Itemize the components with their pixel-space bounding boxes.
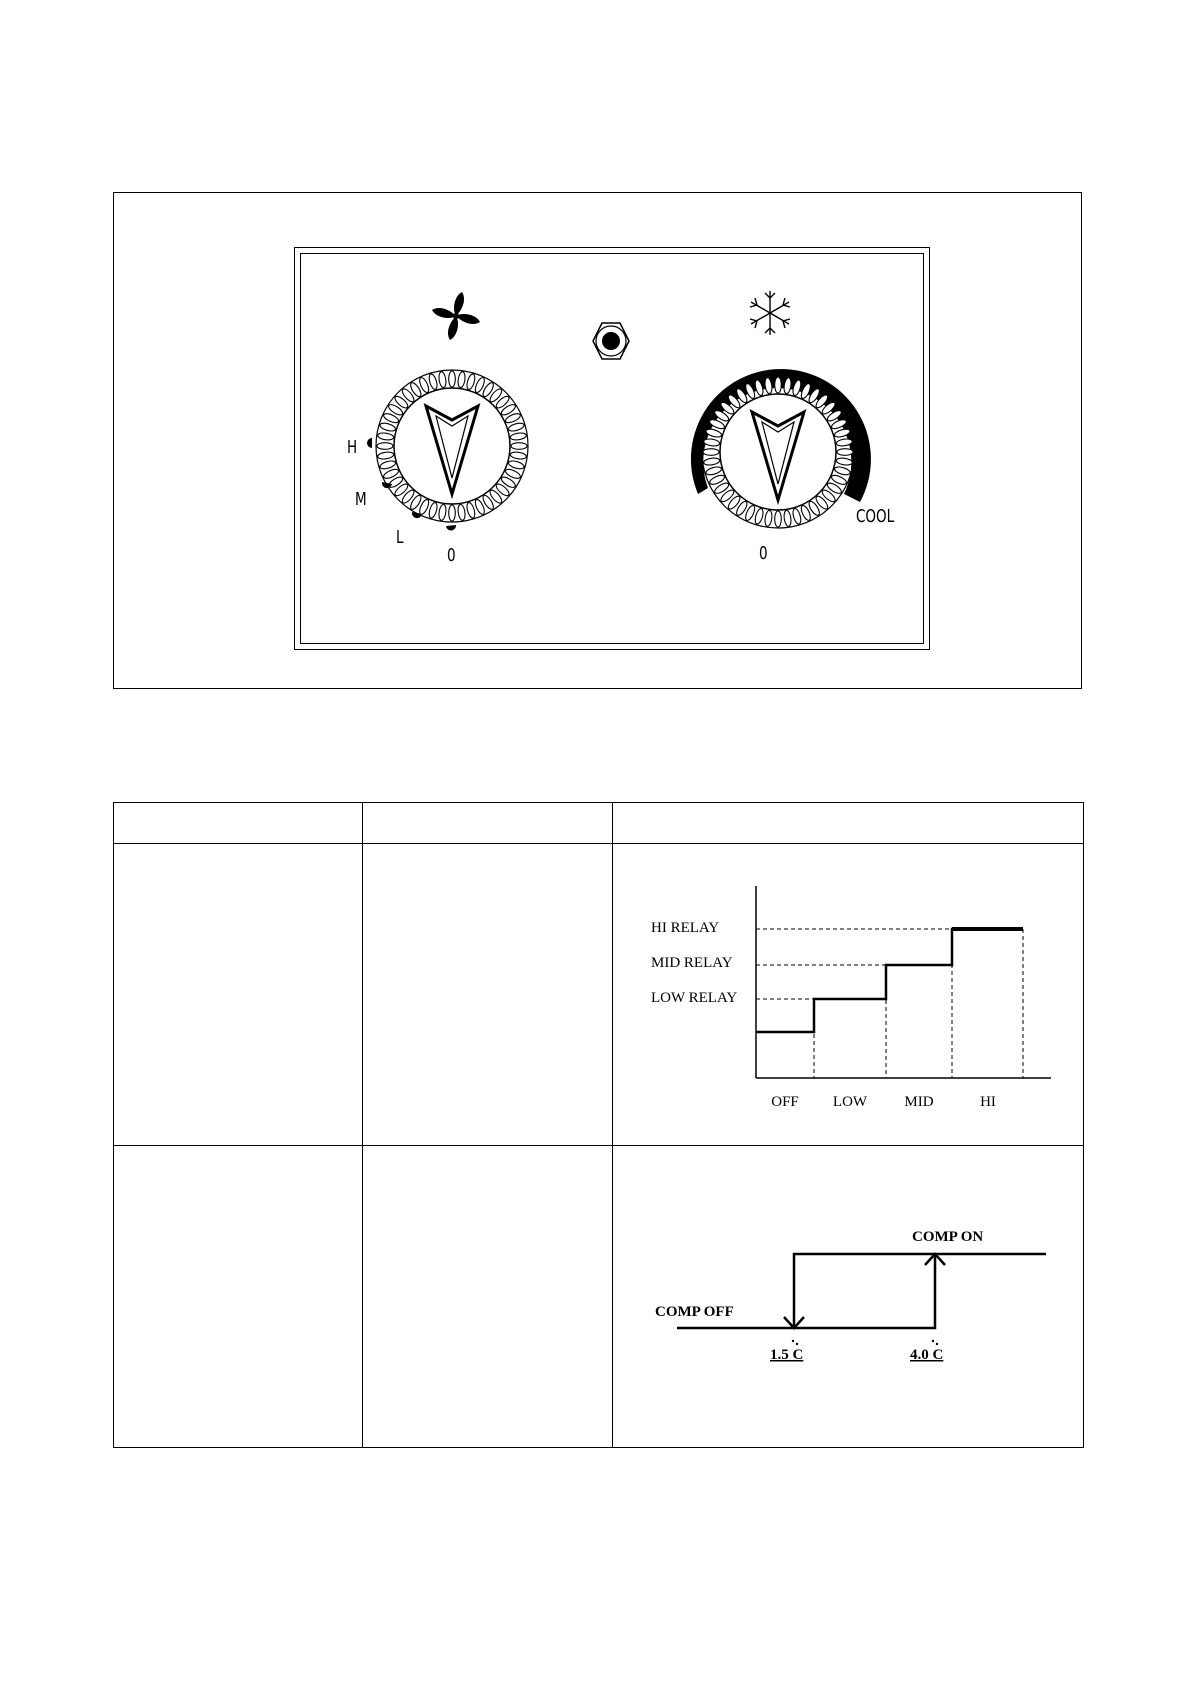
fan-label-medium: M [355,489,367,510]
knob-tooth [754,508,765,525]
position-label-hi: HI [980,1094,996,1110]
knob-tooth [510,451,527,460]
knob-tooth [764,510,773,527]
high-threshold-label: 4.0 C [910,1347,944,1363]
fan-position-marks [360,430,470,540]
knob-tooth [791,508,802,525]
knob-tooth [703,457,720,466]
table-header-row [114,803,1084,844]
knob-tooth [449,371,456,387]
knob-tooth [775,377,782,393]
comp-off-label: COMP OFF [655,1304,734,1320]
fan-label-high: H [347,437,358,458]
knob-tooth [511,443,527,450]
fan-relay-chart-cell [613,844,1084,1146]
knob-tooth [703,438,720,447]
compressor-hysteresis-chart [613,1146,1084,1446]
knob-tooth [428,373,439,390]
table-cell [363,844,613,1146]
snowflake-icon [745,288,795,338]
knob-tooth [508,422,525,433]
thermostat-knob[interactable] [678,352,878,552]
knob-tooth [836,457,853,466]
compressor-chart-cell [613,1146,1084,1448]
low-relay-label: LOW RELAY [651,990,738,1006]
comp-on-label: COMP ON [912,1229,984,1245]
knob-tooth [465,373,476,390]
relay-step-line [756,929,1023,1032]
mid-relay-label: MID RELAY [651,955,733,971]
fan-label-low: L [396,527,404,548]
table-header-cell [363,803,613,844]
table-cell [363,1146,613,1448]
fan-label-off: 0 [447,545,456,566]
fan-icon [428,288,484,344]
knob-tooth [783,510,792,527]
table-cell [114,844,363,1146]
fan-relay-chart [613,844,1084,1144]
knob-tooth [703,449,719,456]
knob-tooth [705,428,722,439]
low-threshold-label: 1.5 C [770,1347,804,1363]
knob-tooth [457,371,466,388]
knob-tooth [438,371,447,388]
table-row [114,1146,1084,1448]
table-header-cell [613,803,1084,844]
table-row [114,844,1084,1146]
position-label-low: LOW [832,1094,868,1110]
compressor-return-line [794,1254,935,1328]
knob-tooth [775,511,782,527]
knob-tooth [705,465,722,476]
table-cell [114,1146,363,1448]
cool-label: COOL [856,506,895,527]
knob-tooth [510,432,527,441]
power-indicator-icon [590,320,632,362]
knob-tooth [837,449,853,456]
knob-tooth [508,459,525,470]
hi-relay-label: HI RELAY [651,920,720,936]
position-label-mid: MID [904,1094,934,1110]
position-label-off: OFF [771,1094,799,1110]
spec-table [113,802,1084,1448]
cool-label-off: 0 [759,543,768,564]
table-header-cell [114,803,363,844]
knob-tooth [834,465,851,476]
